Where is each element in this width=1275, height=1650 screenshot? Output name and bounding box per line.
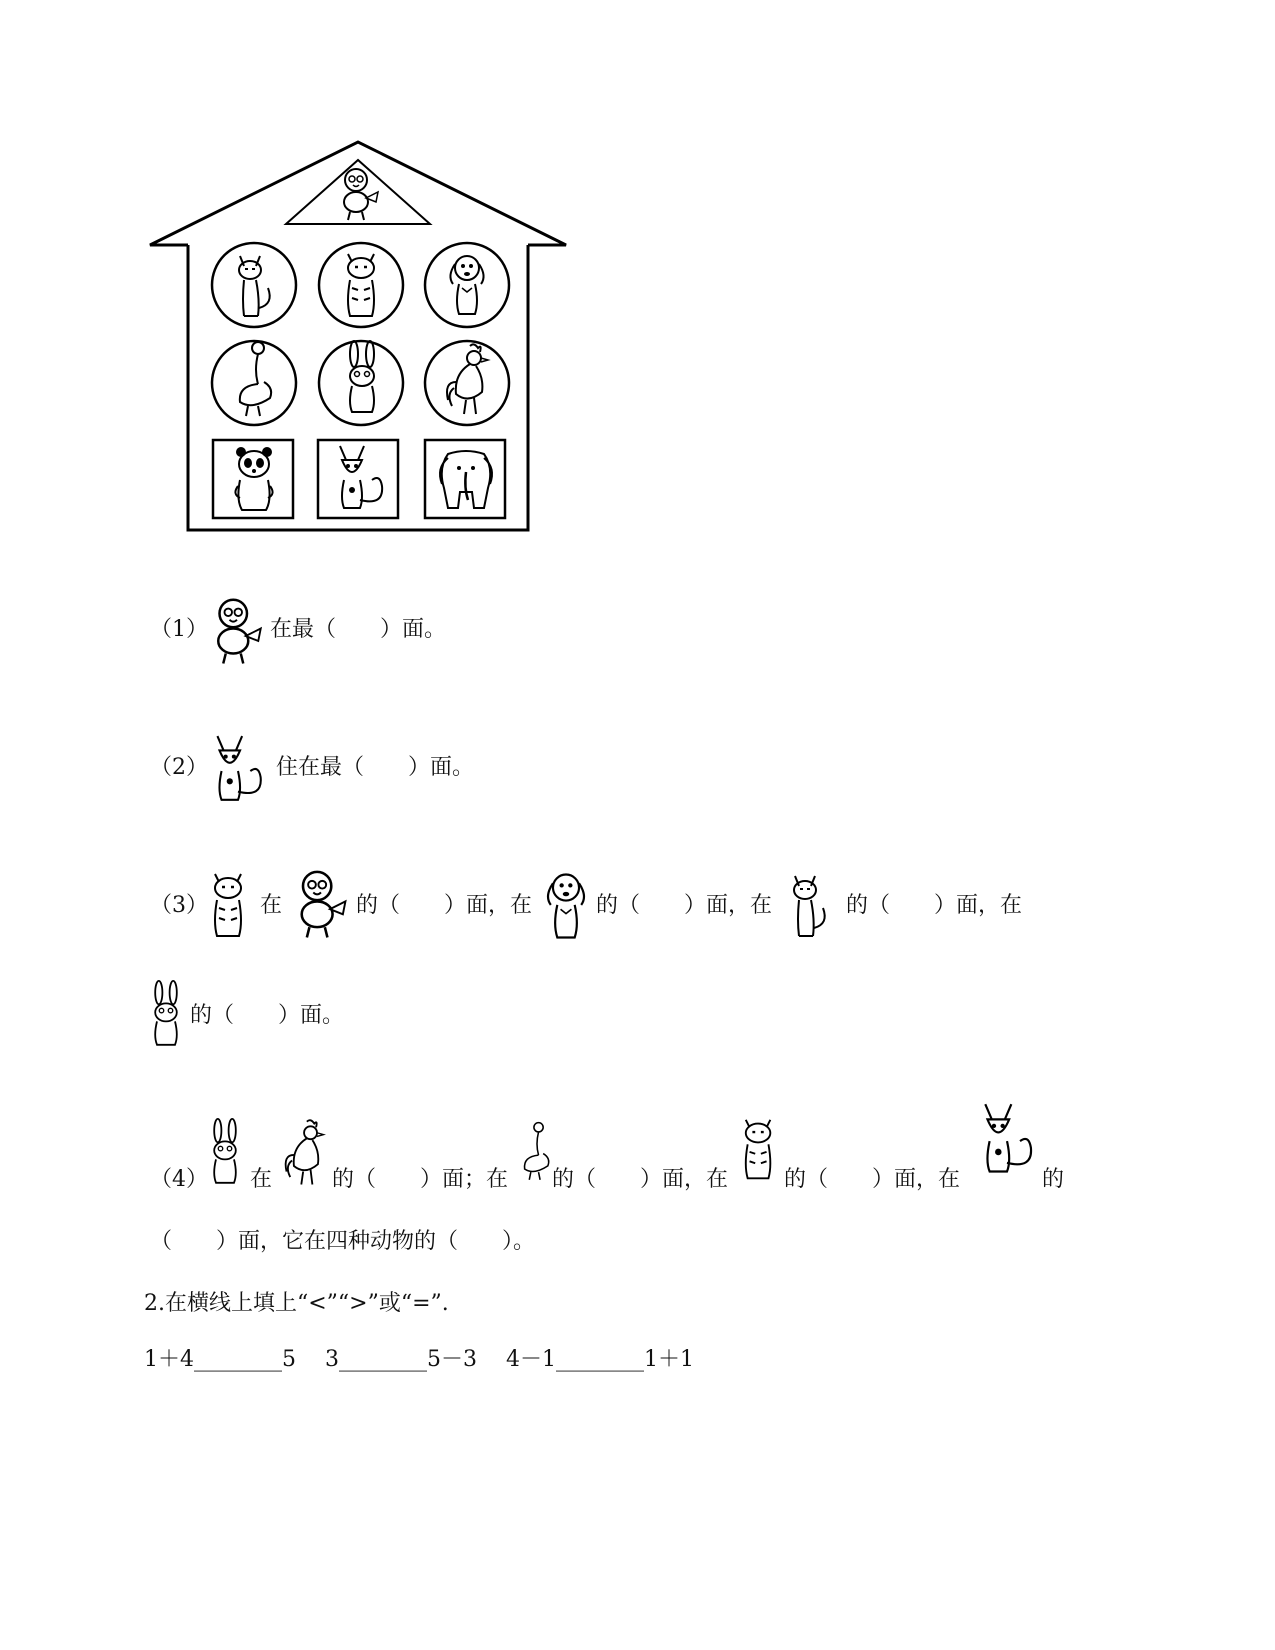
fox-icon	[334, 444, 386, 514]
panda-icon	[232, 444, 276, 514]
q3-text-5: 的（ ）面。	[190, 1003, 345, 1028]
goose-icon	[234, 340, 278, 420]
q3-text-3: 的（ ）面，在	[596, 893, 773, 918]
q3-text-2: 的（ ）面，在	[356, 893, 533, 918]
q3-text-1: 在	[260, 893, 283, 918]
q3-text-4: 的（ ）面，在	[846, 893, 1023, 918]
q4-text-4: 的（ ）面，在	[784, 1167, 961, 1192]
cat-icon	[784, 870, 834, 942]
q3-number: （3）	[150, 893, 208, 918]
fox-icon	[204, 734, 272, 806]
tiger-icon	[738, 1116, 780, 1184]
rabbit-icon	[202, 1118, 248, 1190]
dog-icon	[445, 250, 489, 320]
q4-text-5: 的	[1042, 1167, 1065, 1192]
q1-number: （1）	[150, 617, 208, 642]
fox-icon	[974, 1102, 1040, 1178]
duck-icon	[336, 166, 382, 222]
section2-comparisons: 1＋4________5 3________5－3 4－1________1＋1	[144, 1347, 694, 1372]
elephant-icon	[434, 448, 498, 514]
rooster-icon	[444, 342, 492, 420]
rooster-icon	[282, 1118, 328, 1190]
duck-icon	[290, 868, 352, 940]
q4-text-1: 在	[250, 1167, 273, 1192]
cat-icon	[232, 250, 276, 322]
q2-text: 住在最（ ）面。	[276, 755, 475, 780]
q4-line-2: （ ）面，它在四种动物的（ ）。	[150, 1229, 536, 1254]
rabbit-icon	[340, 340, 384, 420]
section2-title: 2.在横线上填上“<”“>”或“=”.	[144, 1291, 449, 1316]
rabbit-icon	[144, 980, 188, 1052]
duck-icon	[206, 596, 268, 666]
dog-icon	[540, 868, 592, 944]
q4-number: （4）	[150, 1167, 208, 1192]
q2-number: （2）	[150, 755, 208, 780]
tiger-icon	[340, 250, 384, 322]
animal-house-figure	[148, 140, 588, 560]
q1-text: 在最（ ）面。	[270, 617, 447, 642]
q4-text-3: 的（ ）面，在	[552, 1167, 729, 1192]
tiger-icon	[204, 870, 254, 942]
goose-icon	[520, 1116, 554, 1188]
q4-text-2: 的（ ）面；在	[332, 1167, 509, 1192]
